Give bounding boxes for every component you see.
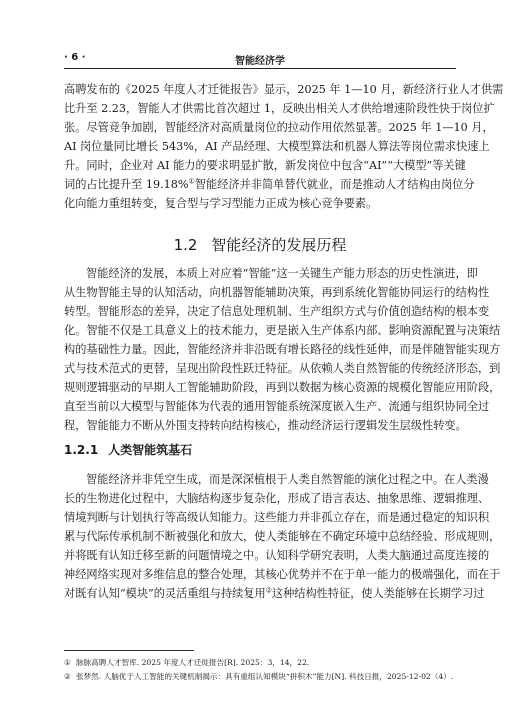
footnote-ref-2[interactable]: ② — [265, 586, 272, 595]
footnote-2 — [64, 670, 456, 684]
paragraph-section — [64, 264, 501, 435]
running-title: 智能经济学 — [235, 56, 285, 67]
footnote-divider — [64, 650, 194, 651]
section-title: 智能经济的发展历程 — [211, 236, 347, 254]
subsection-number: 1.2.1 — [64, 443, 99, 457]
text-line: 神经网络实现对多维信息的整合处理，其核心优势并不在于单一能力的极端强化，而在于 — [64, 568, 501, 581]
text-line: 化。智能不仅是工具意义上的技术能力，更是嵌入生产体系内部、影响资源配置与决策结 — [64, 324, 501, 337]
running-header — [64, 52, 456, 69]
footnote-mark: ① — [64, 658, 71, 667]
text-line: 智能经济并非凭空生成，而是深深植根于人类自然智能的演化过程之中。在人类漫 — [86, 473, 489, 486]
text-line: 程，智能能力不断从外围支持转向结构核心，推动经济运行逻辑发生层级性转变。 — [64, 419, 467, 432]
text-line: 直至当前以大模型与智能体为代表的通用智能系统深度嵌入生产、流通与组织协同全过 — [64, 400, 490, 413]
text-line: AI 岗位量同比增长 543%，AI 产品经理、大模型算法和机器人算法等岗位需求快速上 — [64, 140, 490, 153]
text-line: 升。同时，企业对 AI 能力的要求明显扩散，新发岗位中包含“AI”“大模型”等关键 — [64, 159, 466, 172]
text-line: 比升至 2.23，智能人才供需比首次超过 1，反映出相关人才供给增速阶段性快于岗位扩 — [64, 102, 495, 115]
section-number: 1.2 — [173, 236, 198, 254]
text-line: 累与代际传承机制不断被强化和放大，使人类能够在不确定环境中总结经验、形成规则， — [64, 530, 501, 543]
text-line — [64, 175, 475, 194]
footnote-mark: ② — [64, 672, 71, 681]
text-line: 转型。智能形态的差异，决定了信息处理机制、生产组织方式与价值创造结构的根本变 — [64, 305, 490, 318]
page-number: · 6 · — [64, 52, 86, 63]
text-line: 情境判断与计划执行等高级认知能力。这些能力并非孤立存在，而是通过稳定的知识积 — [64, 511, 490, 524]
text-segment: 对既有认知“模块”的灵活重组与持续复用 — [64, 587, 266, 600]
text-line: 高聘发布的《2025 年度人才迁徙报告》显示，2025 年 1—10 月，新经济行业人才供需 — [64, 83, 504, 96]
text-line — [64, 584, 485, 603]
text-line: 化向能力重组转变，复合型与学习型能力正成为核心竞争要素。 — [64, 197, 378, 210]
text-segment: 智能经济并非简单替代就业，而是推动人才结构由岗位分 — [194, 178, 475, 191]
text-line: 式与技术范式的更替，呈现出阶段性跃迁特征。从依赖人类自然智能的传统经济形态，到 — [64, 362, 501, 375]
text-line: 构的基础性力量。因此，智能经济并非沿既有增长路径的线性延伸，而是伴随智能实现方 — [64, 343, 501, 356]
subsection-heading — [64, 440, 192, 460]
subsection-title: 人类智能筑基石 — [108, 443, 193, 457]
paragraph-top — [64, 80, 504, 213]
footnotes — [64, 656, 456, 684]
footnote-text: 脉脉高聘人才智库. 2025 年度人才迁徙报告[R]. 2025：3，14，22. — [76, 658, 310, 667]
footnote-text: 张梦然. 人脑优于人工智能的关键机制揭示：具有重组认知模块“拼积木”能力[N]. 科技日报，2025-12-02（4）. — [76, 672, 454, 681]
section-heading — [64, 233, 456, 257]
text-segment: 这种结构性特征，使人类能够在长期学习过 — [271, 587, 485, 600]
text-line: 规则逻辑驱动的早期人工智能辅助阶段，再到以数据为核心资源的规模化智能应用阶段， — [64, 381, 501, 394]
text-line: 并将既有认知迁移至新的问题情境之中。认知科学研究表明，人类大脑通过高度连接的 — [64, 549, 490, 562]
text-line: 从生物智能主导的认知活动，向机器智能辅助决策，再到系统化智能协同运行的结构性 — [64, 286, 490, 299]
text-segment: 词的占比提升至 19.18% — [64, 178, 189, 191]
text-line: 长的生物进化过程中，大脑结构逐步复杂化，形成了语言表达、抽象思维、逻辑推理、 — [64, 492, 490, 505]
footnote-1 — [64, 656, 456, 670]
text-line: 智能经济的发展，本质上对应着“智能”这一关键生产能力形态的历史性演进，即 — [86, 267, 478, 280]
paragraph-subsection — [64, 470, 501, 603]
text-line: 张。尽管竞争加剧，智能经济对高质量岗位的拉动作用依然显著。2025 年 1—10 月， — [64, 121, 494, 134]
footnote-ref-1[interactable]: ① — [188, 177, 195, 186]
